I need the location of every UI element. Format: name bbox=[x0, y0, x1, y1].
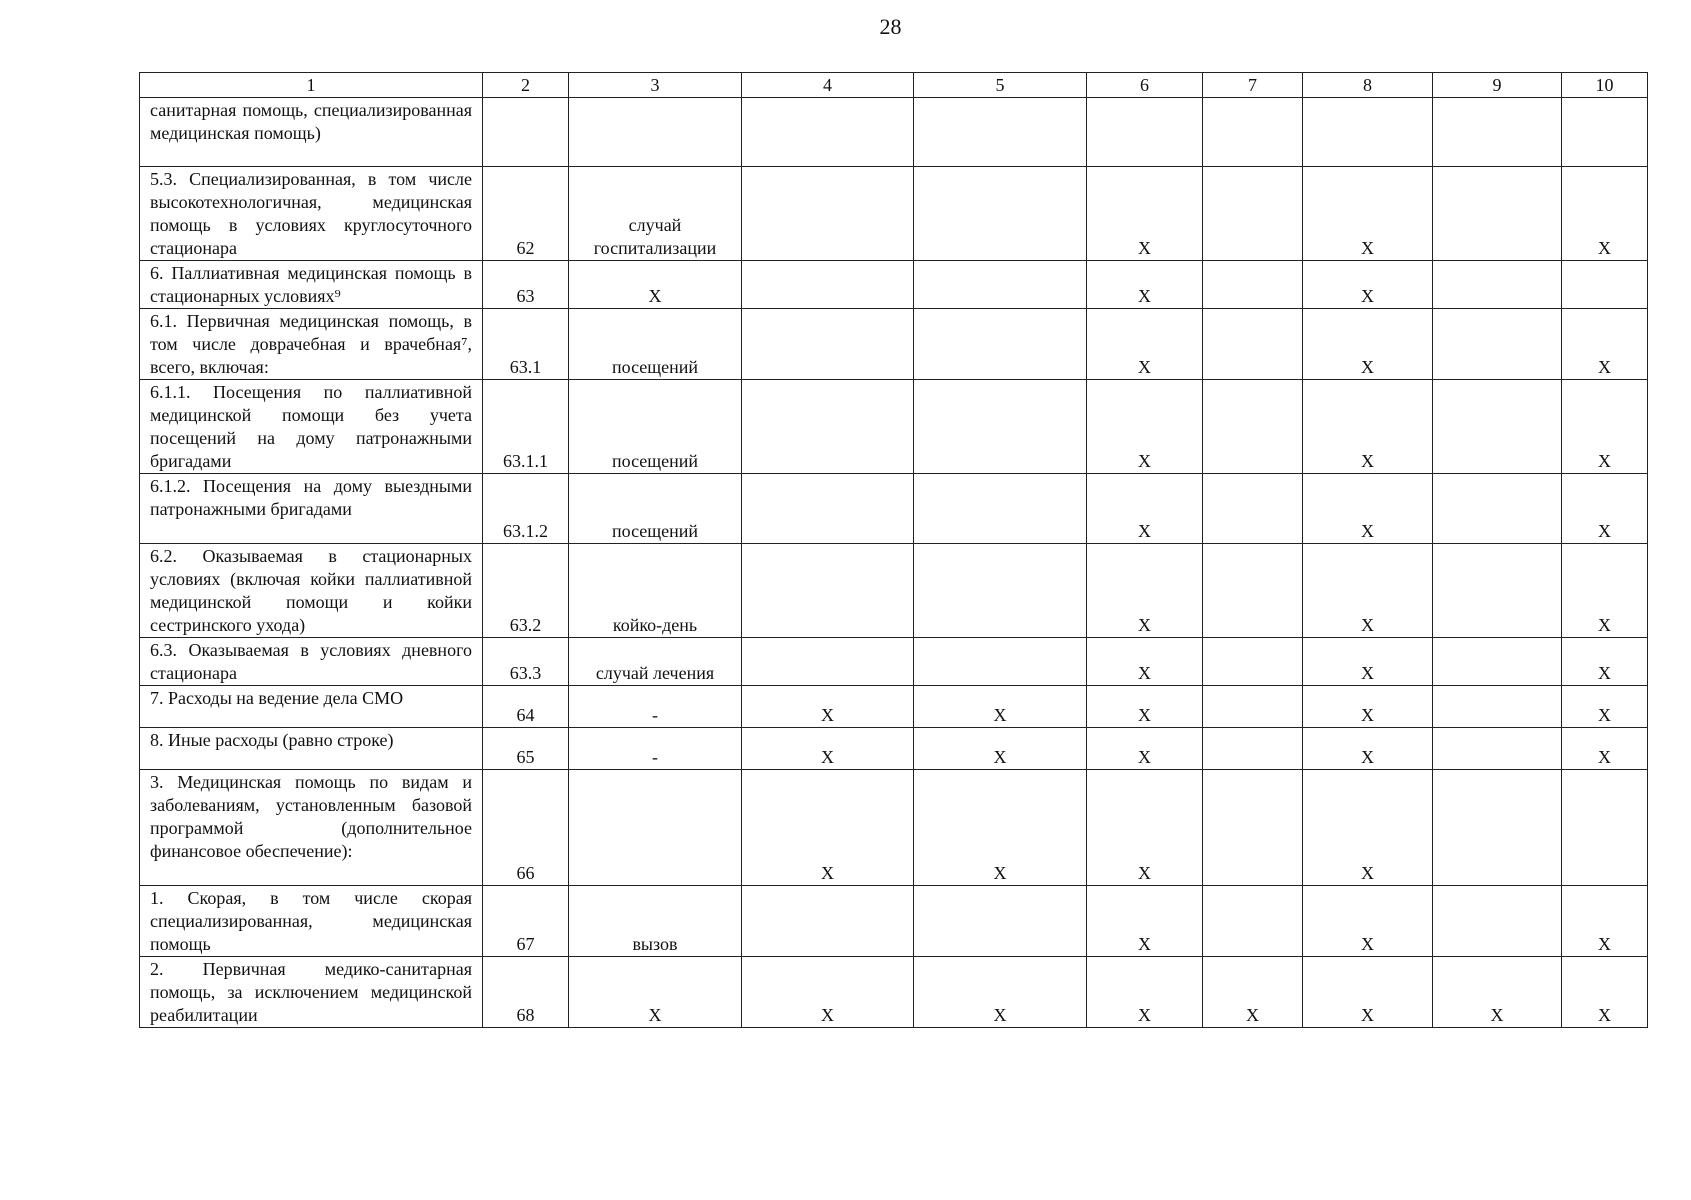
header-cell: 2 bbox=[483, 73, 569, 98]
table-cell: X bbox=[569, 957, 742, 1028]
table-cell bbox=[1562, 770, 1648, 886]
table-row bbox=[140, 728, 1648, 770]
table-cell bbox=[1203, 261, 1303, 309]
table-row bbox=[140, 544, 1648, 638]
table-cell bbox=[914, 638, 1087, 686]
row-label-cell: 8. Иные расходы (равно строке) bbox=[140, 728, 483, 770]
table-cell: X bbox=[1087, 957, 1203, 1028]
table-cell bbox=[1433, 474, 1562, 544]
table-cell bbox=[569, 98, 742, 167]
table-body bbox=[140, 98, 1648, 1028]
table-cell bbox=[914, 167, 1087, 261]
page-number: 28 bbox=[879, 14, 902, 39]
table-cell bbox=[742, 638, 914, 686]
header-cell: 6 bbox=[1087, 73, 1203, 98]
table-cell: X bbox=[1087, 638, 1203, 686]
table-cell bbox=[1433, 770, 1562, 886]
row-label-cell: 5.3. Специализированная, в том числе высокотехнологичная, медицинская помощь в условиях круглосуточного стационара bbox=[140, 167, 483, 261]
table-cell: X bbox=[1562, 167, 1648, 261]
header-cell: 1 bbox=[140, 73, 483, 98]
table-cell bbox=[1203, 770, 1303, 886]
table-cell: X bbox=[1087, 686, 1203, 728]
table-cell bbox=[1203, 167, 1303, 261]
table-cell: 65 bbox=[483, 728, 569, 770]
table-cell bbox=[1203, 638, 1303, 686]
table-cell: X bbox=[1562, 886, 1648, 957]
table-cell: X bbox=[1303, 544, 1433, 638]
table-cell: X bbox=[742, 686, 914, 728]
table-cell bbox=[914, 380, 1087, 474]
row-label-cell: санитарная помощь, специализированная медицинская помощь) bbox=[140, 98, 483, 167]
table-cell bbox=[1433, 98, 1562, 167]
table-cell: X bbox=[1087, 261, 1203, 309]
table-cell bbox=[1433, 167, 1562, 261]
table-cell: 63.1.2 bbox=[483, 474, 569, 544]
data-table bbox=[139, 72, 1648, 1028]
table-cell bbox=[1203, 728, 1303, 770]
table-cell: X bbox=[1087, 770, 1203, 886]
table-row bbox=[140, 309, 1648, 380]
header-cell: 9 bbox=[1433, 73, 1562, 98]
table-cell: X bbox=[1433, 957, 1562, 1028]
table-cell: 63.1.1 bbox=[483, 380, 569, 474]
table-cell: 62 bbox=[483, 167, 569, 261]
table-cell: X bbox=[1303, 261, 1433, 309]
table-cell bbox=[742, 261, 914, 309]
header-cell: 4 bbox=[742, 73, 914, 98]
row-label-cell: 6.1.2. Посещения на дому выездными патронажными бригадами bbox=[140, 474, 483, 544]
table-cell: X bbox=[1562, 686, 1648, 728]
table-cell: X bbox=[1562, 957, 1648, 1028]
table-cell: - bbox=[569, 728, 742, 770]
table-cell bbox=[914, 886, 1087, 957]
table-cell: 63.2 bbox=[483, 544, 569, 638]
table-row bbox=[140, 638, 1648, 686]
table-cell bbox=[1303, 98, 1433, 167]
table-cell: посещений bbox=[569, 380, 742, 474]
table-cell bbox=[1562, 261, 1648, 309]
table-cell: X bbox=[1303, 309, 1433, 380]
table-cell bbox=[742, 167, 914, 261]
table-cell bbox=[483, 98, 569, 167]
table-cell: X bbox=[569, 261, 742, 309]
table-row bbox=[140, 167, 1648, 261]
table-cell: X bbox=[914, 686, 1087, 728]
table-cell: вызов bbox=[569, 886, 742, 957]
header-row bbox=[140, 73, 1648, 98]
table-cell: случай госпитализации bbox=[569, 167, 742, 261]
table-cell: X bbox=[1303, 728, 1433, 770]
table-cell bbox=[742, 474, 914, 544]
table-cell: 64 bbox=[483, 686, 569, 728]
table-cell: посещений bbox=[569, 474, 742, 544]
table-cell bbox=[1433, 686, 1562, 728]
table-cell: X bbox=[1562, 728, 1648, 770]
table-cell: X bbox=[1303, 474, 1433, 544]
table-cell bbox=[1433, 380, 1562, 474]
table-cell: X bbox=[1303, 886, 1433, 957]
table-cell bbox=[1433, 638, 1562, 686]
table-cell: X bbox=[1087, 886, 1203, 957]
table-cell: 63.3 bbox=[483, 638, 569, 686]
table-cell bbox=[914, 261, 1087, 309]
table-cell bbox=[1433, 544, 1562, 638]
table-cell bbox=[1087, 98, 1203, 167]
table-cell: X bbox=[1562, 309, 1648, 380]
table-cell bbox=[1433, 886, 1562, 957]
table-cell: 67 bbox=[483, 886, 569, 957]
row-label-cell: 3. Медицинская помощь по видам и заболеваниям, установленным базовой программой (дополнительное финансовое обеспечение): bbox=[140, 770, 483, 886]
table-cell bbox=[1203, 309, 1303, 380]
table-cell bbox=[1433, 309, 1562, 380]
table-row bbox=[140, 686, 1648, 728]
table-cell: X bbox=[1303, 686, 1433, 728]
row-label-cell: 6.3. Оказываемая в условиях дневного стационара bbox=[140, 638, 483, 686]
table-cell: 63.1 bbox=[483, 309, 569, 380]
table-cell bbox=[742, 309, 914, 380]
table-cell: X bbox=[1087, 728, 1203, 770]
table-cell: X bbox=[1562, 544, 1648, 638]
row-label-cell: 1. Скорая, в том числе скорая специализированная, медицинская помощь bbox=[140, 886, 483, 957]
table-cell: X bbox=[742, 728, 914, 770]
row-label-cell: 6.1. Первичная медицинская помощь, в том числе доврачебная и врачебная⁷, всего, включая: bbox=[140, 309, 483, 380]
table-row bbox=[140, 957, 1648, 1028]
table-cell bbox=[914, 98, 1087, 167]
table-cell: X bbox=[742, 770, 914, 886]
table-cell bbox=[1203, 686, 1303, 728]
table-cell: койко-день bbox=[569, 544, 742, 638]
row-label-cell: 2. Первичная медико-санитарная помощь, за исключением медицинской реабилитации bbox=[140, 957, 483, 1028]
table-cell: X bbox=[1203, 957, 1303, 1028]
table-cell bbox=[1203, 886, 1303, 957]
table-cell bbox=[742, 380, 914, 474]
table-cell bbox=[914, 544, 1087, 638]
table-cell: X bbox=[1303, 167, 1433, 261]
table-cell bbox=[1433, 261, 1562, 309]
table-cell bbox=[742, 886, 914, 957]
row-label-cell: 7. Расходы на ведение дела СМО bbox=[140, 686, 483, 728]
table-cell bbox=[914, 474, 1087, 544]
table-row bbox=[140, 261, 1648, 309]
table-cell bbox=[1203, 98, 1303, 167]
table-cell bbox=[1433, 728, 1562, 770]
header-cell: 8 bbox=[1303, 73, 1433, 98]
table-row bbox=[140, 98, 1648, 167]
table-cell: X bbox=[1087, 474, 1203, 544]
table-cell: X bbox=[1562, 380, 1648, 474]
table-row bbox=[140, 380, 1648, 474]
table-cell: X bbox=[1087, 380, 1203, 474]
table-cell bbox=[1562, 98, 1648, 167]
table-cell bbox=[1203, 544, 1303, 638]
row-label-cell: 6.1.1. Посещения по паллиативной медицинской помощи без учета посещений на дому патронажными бригадами bbox=[140, 380, 483, 474]
table-cell: X bbox=[1087, 544, 1203, 638]
table-cell bbox=[569, 770, 742, 886]
table-cell: X bbox=[1303, 770, 1433, 886]
table-cell bbox=[1203, 380, 1303, 474]
header-cell: 10 bbox=[1562, 73, 1648, 98]
table-row bbox=[140, 886, 1648, 957]
table-row bbox=[140, 474, 1648, 544]
row-label-cell: 6.2. Оказываемая в стационарных условиях (включая койки паллиативной медицинской помощи и койки сестринского ухода) bbox=[140, 544, 483, 638]
table-cell: X bbox=[914, 728, 1087, 770]
table-cell: посещений bbox=[569, 309, 742, 380]
table-cell: 66 bbox=[483, 770, 569, 886]
table-cell: X bbox=[742, 957, 914, 1028]
table-cell bbox=[1203, 474, 1303, 544]
table-cell: X bbox=[1087, 167, 1203, 261]
table-cell bbox=[742, 98, 914, 167]
table-cell: - bbox=[569, 686, 742, 728]
table-cell bbox=[914, 309, 1087, 380]
table-cell: X bbox=[1562, 638, 1648, 686]
table-cell: X bbox=[1562, 474, 1648, 544]
header-cell: 7 bbox=[1203, 73, 1303, 98]
row-label-cell: 6. Паллиативная медицинская помощь в стационарных условиях⁹ bbox=[140, 261, 483, 309]
header-cell: 3 bbox=[569, 73, 742, 98]
table-cell: 63 bbox=[483, 261, 569, 309]
table-cell bbox=[742, 544, 914, 638]
table-cell: X bbox=[1303, 957, 1433, 1028]
table-row bbox=[140, 770, 1648, 886]
table-cell: случай лечения bbox=[569, 638, 742, 686]
table-cell: 68 bbox=[483, 957, 569, 1028]
header-cell: 5 bbox=[914, 73, 1087, 98]
table-cell: X bbox=[914, 770, 1087, 886]
table-cell: X bbox=[1303, 638, 1433, 686]
table-cell: X bbox=[1087, 309, 1203, 380]
table-cell: X bbox=[914, 957, 1087, 1028]
table-cell: X bbox=[1303, 380, 1433, 474]
